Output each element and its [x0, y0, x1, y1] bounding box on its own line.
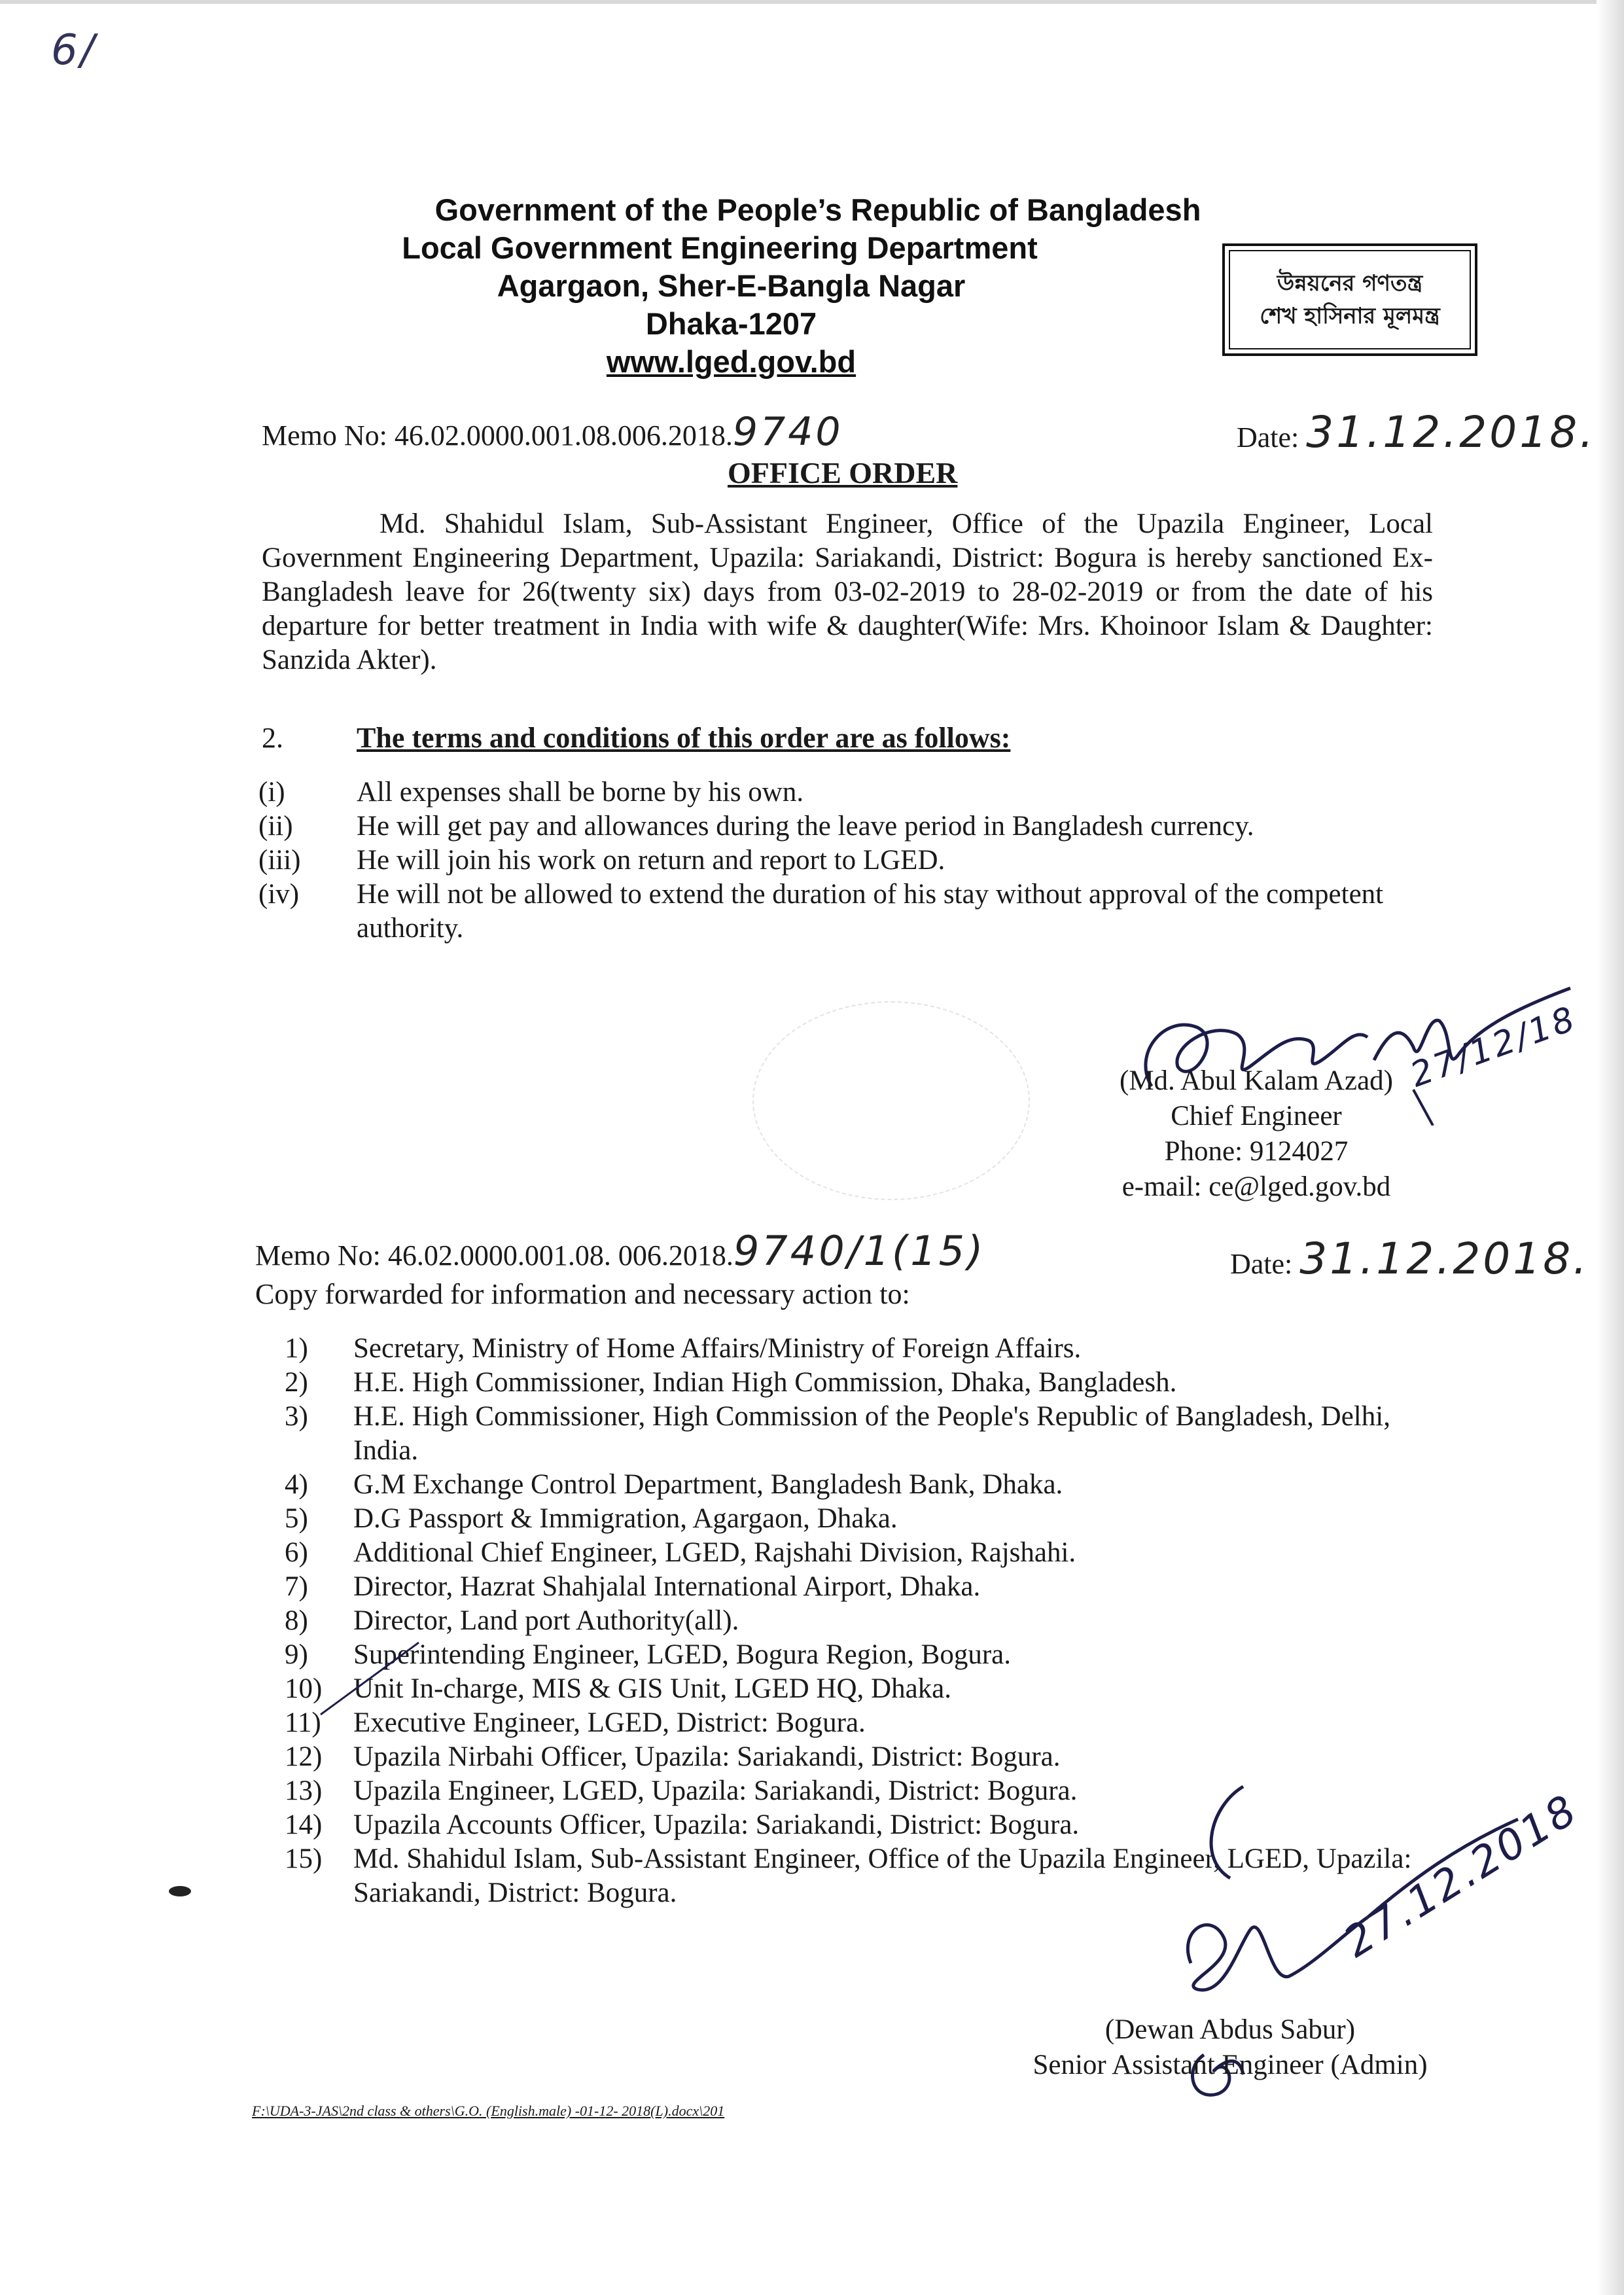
recipient-number: 1) — [285, 1333, 308, 1364]
signatory-1-email[interactable]: e-mail: ce@lged.gov.bd — [1121, 1171, 1391, 1202]
recipient-number: 10) — [285, 1673, 323, 1704]
letterhead-government: Government of the People’s Republic of Bangladesh — [434, 192, 1201, 227]
terms-item-text: He will join his work on return and report to LGED. — [357, 845, 945, 876]
handwritten-strike-marks — [308, 1636, 425, 1721]
motto-line-1: উন্নয়নের গণতন্ত্র — [1277, 270, 1423, 296]
terms-item-text: He will get pay and allowances during the leave period in Bangladesh currency. — [357, 811, 1254, 842]
recipient-text: H.E. High Commissioner, Indian High Commission, Dhaka, Bangladesh. — [353, 1367, 1177, 1398]
memo-number-2 — [255, 1227, 985, 1275]
terms-item-number: (ii) — [258, 811, 293, 842]
memo-1-date-label: Date: — [1237, 421, 1299, 454]
copy-forwarded-line: Copy forwarded for information and necessary action to: — [255, 1278, 910, 1310]
recipient-number: 13) — [285, 1775, 323, 1806]
recipient-text: Upazila Engineer, LGED, Upazila: Sariakandi, District: Bogura. — [353, 1775, 1078, 1806]
memo-2-label: Memo No: 46.02.0000.001.08. 006.2018. — [255, 1239, 733, 1272]
memo-number-1 — [262, 409, 843, 455]
recipient-item — [285, 1536, 1443, 1570]
memo-1-label: Memo No: 46.02.0000.001.08.006.2018. — [262, 419, 733, 452]
signatory-2-designation: Senior Assistant Engineer (Admin) — [1033, 2050, 1428, 2080]
corner-handwritten-mark: 6/ — [51, 26, 97, 75]
recipient-text: Unit In-charge, MIS & GIS Unit, LGED HQ, Dhaka. — [353, 1673, 952, 1704]
letterhead-address: Agargaon, Sher-E-Bangla Nagar — [497, 268, 966, 303]
recipient-number: 6) — [285, 1537, 308, 1568]
terms-item — [258, 844, 1410, 878]
terms-item-text: He will not be allowed to extend the duration of his stay without approval of the competent authority. — [357, 879, 1384, 944]
signatory-2-block — [995, 2012, 1466, 2083]
letterhead-website[interactable]: www.lged.gov.bd — [606, 344, 856, 379]
letterhead-department: Local Government Engineering Department — [402, 230, 1038, 265]
recipient-item — [285, 1570, 1443, 1604]
recipient-number: 4) — [285, 1469, 308, 1500]
office-order-title: OFFICE ORDER — [728, 456, 958, 489]
signature-2-handwritten-date: 27.12.2018 — [1335, 1785, 1587, 1968]
recipient-item — [285, 1672, 1443, 1706]
memo-1-date — [1237, 407, 1596, 457]
recipient-item — [285, 1400, 1443, 1468]
order-body-paragraph: Md. Shahidul Islam, Sub-Assistant Engineer, Office of the Upazila Engineer, Local Government Engineering Department, Upazila: Sariakandi, District: Bogura is hereby sanctioned Ex-Bangladesh leave for 26(twenty six) days from 03-02-2019 to 28-02-2019 or from the date of his departure for better treatment in India with wife & daughter(Wife: Mrs. Khoinoor Islam & Daughter: Sanzida Akter). — [262, 508, 1433, 675]
recipient-item — [285, 1332, 1443, 1366]
terms-item-number: (i) — [258, 777, 285, 808]
signatory-1-block — [1073, 1063, 1439, 1205]
recipient-number: 14) — [285, 1809, 323, 1840]
terms-item-number: (iv) — [258, 879, 300, 910]
recipient-item — [285, 1706, 1443, 1740]
recipient-number: 12) — [285, 1741, 323, 1772]
signatory-1-designation: Chief Engineer — [1171, 1101, 1342, 1131]
terms-item — [258, 809, 1410, 844]
recipient-text: Upazila Accounts Officer, Upazila: Sariakandi, District: Bogura. — [353, 1809, 1080, 1840]
memo-1-handwritten-date: 31.12.2018. — [1306, 407, 1597, 457]
terms-item-number: (iii) — [258, 845, 301, 876]
signatory-1-phone: Phone: 9124027 — [1164, 1136, 1349, 1167]
recipient-item — [285, 1366, 1443, 1400]
recipient-number: 8) — [285, 1605, 308, 1636]
recipient-number: 9) — [285, 1639, 308, 1670]
letterhead-city: Dhaka-1207 — [645, 306, 817, 341]
recipient-text: Additional Chief Engineer, LGED, Rajshahi Division, Rajshahi. — [353, 1537, 1076, 1568]
recipient-number: 11) — [285, 1707, 321, 1738]
letterhead — [327, 191, 1309, 381]
terms-list — [258, 775, 1410, 946]
recipient-text: Executive Engineer, LGED, District: Bogura. — [353, 1707, 866, 1738]
faint-seal-impression — [752, 1001, 1030, 1200]
recipient-text: Secretary, Ministry of Home Affairs/Ministry of Foreign Affairs. — [353, 1333, 1082, 1364]
recipient-item — [285, 1604, 1443, 1638]
motto-box — [1222, 243, 1477, 356]
memo-2-date — [1230, 1234, 1589, 1284]
signatory-2-name: (Dewan Abdus Sabur) — [1104, 2014, 1356, 2045]
recipient-text: D.G Passport & Immigration, Agargaon, Dhaka. — [353, 1503, 898, 1534]
recipient-number: 2) — [285, 1367, 308, 1398]
scan-edge-top — [0, 0, 1624, 4]
motto-inner-frame — [1229, 250, 1471, 349]
memo-1-handwritten-number: 9740 — [732, 409, 843, 455]
memo-2-handwritten-number: 9740/1(15) — [733, 1227, 986, 1275]
motto-line-2: শেখ হাসিনার মূলমন্ত্র — [1260, 303, 1440, 329]
recipient-text: H.E. High Commissioner, High Commission of the People's Republic of Bangladesh, Delhi, India. — [353, 1401, 1390, 1466]
recipient-item — [285, 1638, 1443, 1672]
terms-section-number: 2. — [262, 722, 283, 754]
terms-item — [258, 775, 1410, 809]
recipient-number: 5) — [285, 1503, 308, 1534]
recipient-number: 3) — [285, 1401, 308, 1432]
terms-item-text: All expenses shall be borne by his own. — [357, 777, 804, 808]
recipient-item — [285, 1502, 1443, 1536]
recipient-text: Upazila Nirbahi Officer, Upazila: Sariakandi, District: Bogura. — [353, 1741, 1061, 1772]
terms-item — [258, 878, 1410, 946]
ink-dot — [169, 1886, 191, 1896]
recipient-number: 15) — [285, 1843, 323, 1874]
recipient-item — [285, 1468, 1443, 1502]
recipient-text: Director, Land port Authority(all). — [353, 1605, 739, 1636]
recipient-text: G.M Exchange Control Department, Bangladesh Bank, Dhaka. — [353, 1469, 1063, 1500]
memo-2-handwritten-date: 31.12.2018. — [1299, 1234, 1590, 1284]
terms-heading: The terms and conditions of this order are as follows: — [357, 722, 1011, 754]
recipient-number: 7) — [285, 1571, 308, 1602]
footer-file-path: F:\UDA-3-JAS\2nd class & others\G.O. (English.male) -01-12- 2018(L).docx\201 — [252, 2103, 725, 2119]
memo-2-date-label: Date: — [1230, 1248, 1293, 1280]
recipient-text: Director, Hazrat Shahjalal International Airport, Dhaka. — [353, 1571, 981, 1602]
scan-edge-right — [1597, 0, 1624, 2295]
recipient-text: Superintending Engineer, LGED, Bogura Region, Bogura. — [353, 1639, 1011, 1670]
signatory-1-name: (Md. Abul Kalam Azad) — [1120, 1065, 1393, 1096]
recipient-text: Md. Shahidul Islam, Sub-Assistant Engineer, Office of the Upazila Engineer, LGED, Upazila: Sariakandi, District: Bogura. — [353, 1843, 1412, 1908]
signature-1-handwritten-date: 27/12/18 — [1405, 999, 1582, 1095]
